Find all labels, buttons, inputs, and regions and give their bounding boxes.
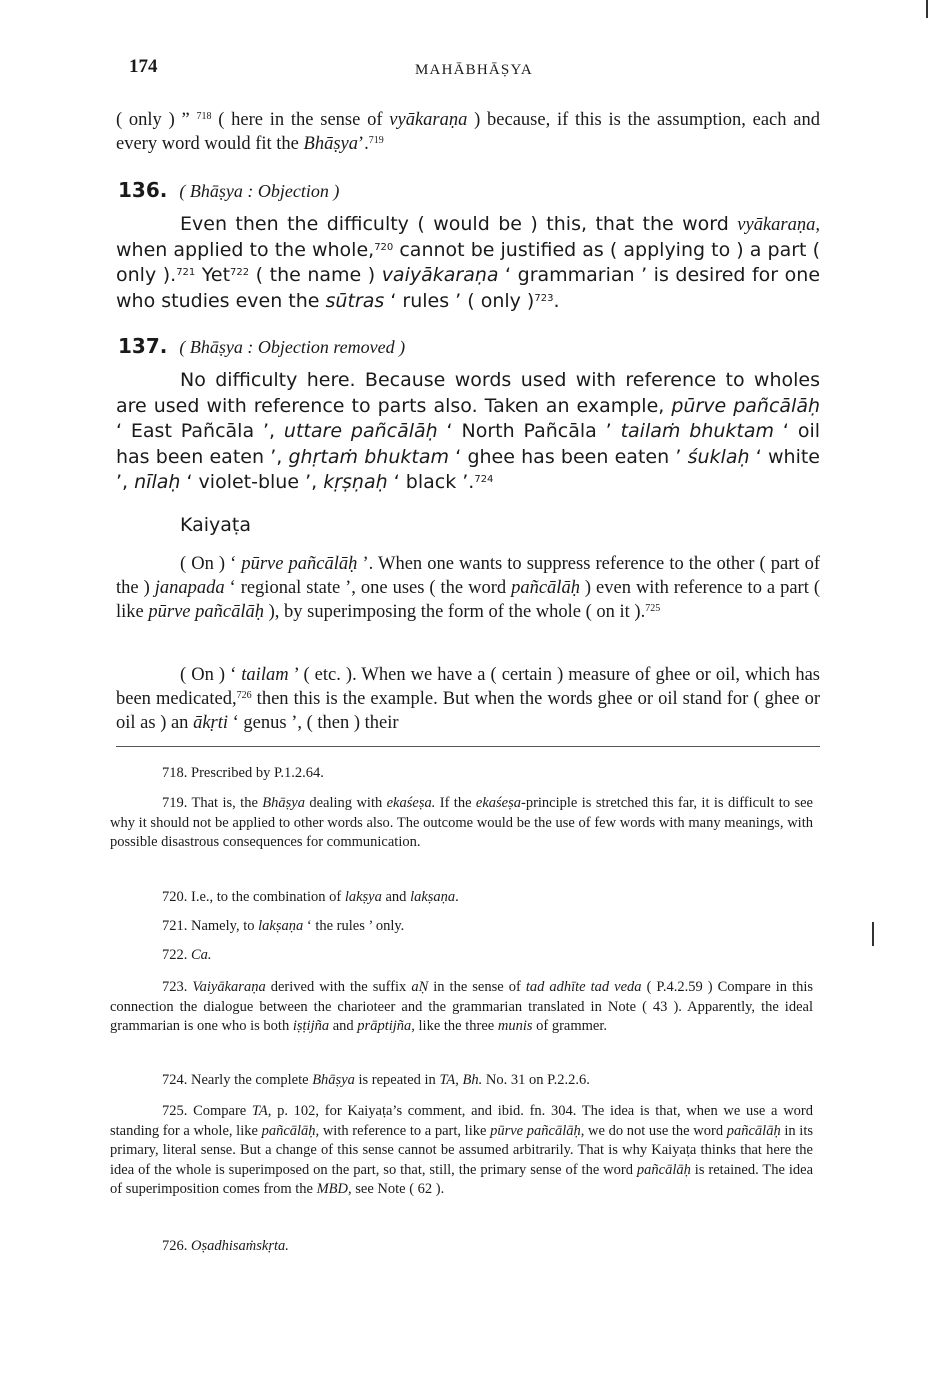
footnote-724: 724. Nearly the complete Bhāṣya is repeated in TA, Bh. No. 31 on P.2.2.6. xyxy=(162,1072,590,1088)
footnote-721: 721. Namely, to lakṣaṇa ‘ the rules ’ only. xyxy=(162,918,405,934)
paragraph-continuation: ( only ) ” $^{718}$ ( here in the sense of vyākaraṇa ) because, if this is the assumption, each and every word would fit the Bhāṣya’.$^{719}$ xyxy=(116,110,820,154)
footnote-723: 723. Vaiyākaraṇa derived with the suffix aṆ in the sense of tad adhīte tad veda ( P.4.2.59 ) Compare in this connection the dialogue between the charioteer and the grammarian translated in Note ( 43 ). Apparently, the ideal grammarian is one who is both iṣṭijña and prāptijña, like the three munis of grammer. xyxy=(110,979,814,1034)
section-heading-136: 136. ( Bhāṣya : Objection ) xyxy=(118,178,340,202)
footnote-719: 719. That is, the Bhāṣya dealing with ekaśeṣa. If the ekaśeṣa-principle is stretched this far, it is difficult to see why it should not be applied to other words also. The outcome would be the use of few words with many meanings, with possible disastrous consequences for communication. xyxy=(110,795,813,850)
commentary-paragraph-2: ( On ) ‘ tailam ’ ( etc. ). When we have a ( certain ) measure of ghee or oil, which has been medicated,$^{726}$ then this is the example. But when the words ghee or oil stand for ( ghee or oil as ) an ākṛti ‘ genus ’, ( then ) their xyxy=(116,665,820,733)
paragraph-136: Even then the difficulty ( would be ) this, that the word vyākaraṇa, when applied to the whole,$^{720}$ cannot be justified as ( applying to ) a part ( only ).$^{721}$ Yet$^{722}$ ( the name ) vaiyākaraṇa ‘ grammarian ’ is desired for one who studies even the sūtras ‘ rules ’ ( only )$^{723}$. xyxy=(116,213,821,312)
footnote-726: 726. Oṣadhisaṁskṛta. xyxy=(162,1238,289,1254)
paragraph-137: No difficulty here. Because words used with reference to wholes are used with reference to parts also. Taken an example, pūrve pañcālāḥ ‘ East Pañcāla ’, uttare pañcālāḥ ‘ North Pañcāla ’ tailaṁ bhuktam ‘ oil has been eaten ’, ghṛtaṁ bhuktam ‘ ghee has been eaten ’ śuklaḥ ‘ white ’, nīlaḥ ‘ violet-blue ’, kṛṣṇaḥ ‘ black ’.$^{724}$ xyxy=(116,369,821,493)
footnote-720: 720. I.e., to the combination of lakṣya and lakṣaṇa. xyxy=(162,889,459,905)
commentary-heading: Kaiyaṭa xyxy=(180,514,252,536)
page-edge-mark xyxy=(926,0,928,18)
footnote-725: 725. Compare TA, p. 102, for Kaiyaṭa’s comment, and ibid. fn. 304. The idea is that, when we use a word standing for a whole, like pañcālāḥ, with reference to a part, like pūrve pañcālāḥ, we do not use the word pañcālāḥ in its primary, literal sense. But a change of this sense cannot be assumed arbitrarily. That is why Kaiyaṭa thinks that here the idea of the whole is superimposed on the part, so that, still, the primary sense of the word pañcālāḥ is retained. The idea of superimposition comes from the MBD, see Note ( 62 ). xyxy=(110,1103,814,1197)
commentary-paragraph-1: ( On ) ‘ pūrve pañcālāḥ ’. When one wants to suppress reference to the other ( part of the ) janapada ‘ regional state ’, one uses ( the word pañcālāḥ ) even with reference to a part ( like pūrve pañcālāḥ ), by superimposing the form of the whole ( on it ).$^{725}$ xyxy=(116,554,820,622)
footnote-separator xyxy=(116,746,820,747)
section-heading-137: 137. ( Bhāṣya : Objection removed ) xyxy=(118,334,406,358)
running-head: MAHĀBHĀṢYA xyxy=(415,62,533,78)
margin-mark xyxy=(872,922,874,946)
footnote-718: 718. Prescribed by P.1.2.64. xyxy=(162,765,324,781)
footnote-722: 722. Ca. xyxy=(162,947,212,963)
page-number: 174 xyxy=(129,56,158,77)
